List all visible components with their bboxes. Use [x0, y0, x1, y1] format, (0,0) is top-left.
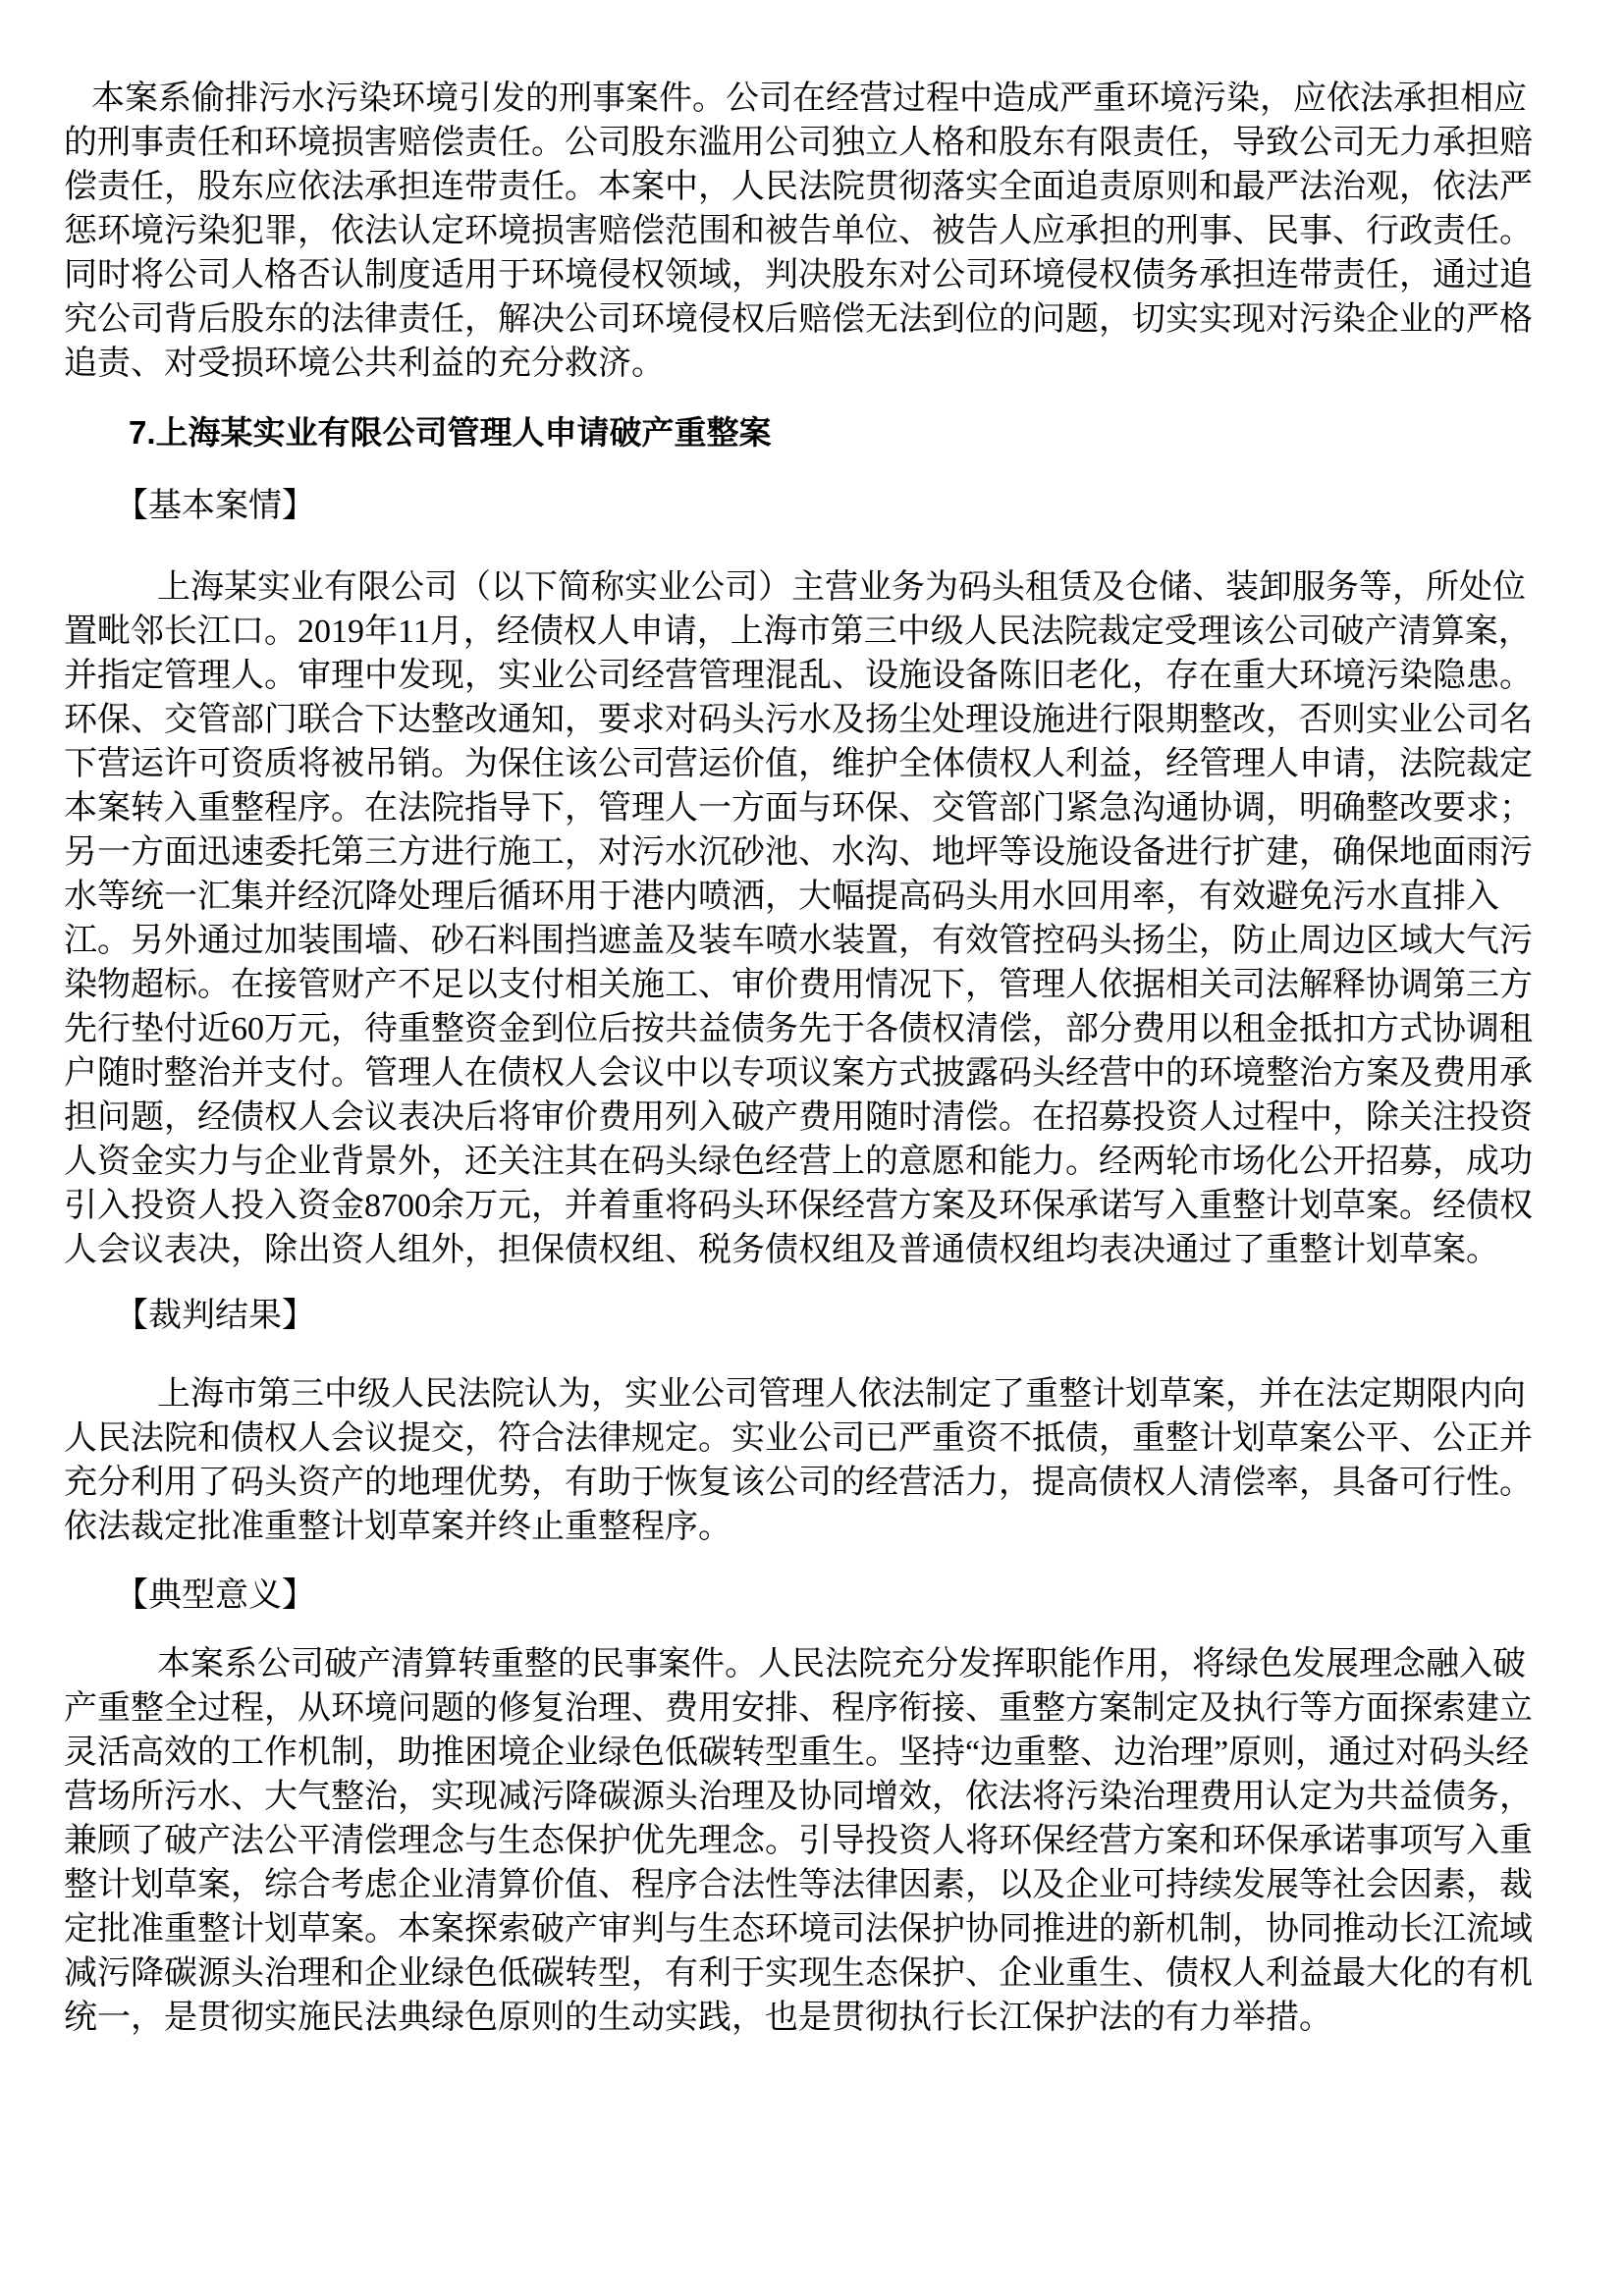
- section-header-typical-significance: 【典型意义】: [115, 1576, 315, 1614]
- section-header-basic-facts: 【基本案情】: [115, 487, 315, 524]
- typical-significance-paragraph: 本案系公司破产清算转重整的民事案件。人民法院充分发挥职能作用，将绿色发展理念融入破产重整全过程，从环境问题的修复治理、费用安排、程序衔接、重整方案制定及执行等方面探索建立灵活高效的工作机制，助推困境企业绿色低碳转型重生。坚持“边重整、边治理”原则，通过对码头经营场所污水、大气整治，实现减污降碳源头治理及协同增效，依法将污染治理费用认定为共益债务，兼顾了破产法公平清偿理念与生态保护优先理念。引导投资人将环保经营方案和环保承诺事项写入重整计划草案，综合考虑企业清算价值、程序合法性等法律因素，以及企业可持续发展等社会因素，裁定批准重整计划草案。本案探索破产审判与生态环境司法保护协同推进的新机制，协同推动长江流域减污降碳源头治理和企业绿色低碳转型，有利于实现生态保护、企业重生、债权人利益最大化的有机统一，是贯彻实施民法典绿色原则的生动实践，也是贯彻执行长江保护法的有力举措。: [64, 1646, 1533, 2036]
- basic-facts-paragraph: 上海某实业有限公司（以下简称实业公司）主营业务为码头租赁及仓储、装卸服务等，所处位置毗邻长江口。2019年11月，经债权人申请，上海市第三中级人民法院裁定受理该公司破产清算案，并指定管理人。审理中发现，实业公司经营管理混乱、设施设备陈旧老化，存在重大环境污染隐患。环保、交管部门联合下达整改通知，要求对码头污水及扬尘处理设施进行限期整改，否则实业公司名下营运许可资质将被吊销。为保住该公司营运价值，维护全体债权人利益，经管理人申请，法院裁定本案转入重整程序。在法院指导下，管理人一方面与环保、交管部门紧急沟通协调，明确整改要求；另一方面迅速委托第三方进行施工，对污水沉砂池、水沟、地坪等设施设备进行扩建，确保地面雨污水等统一汇集并经沉降处理后循环用于港内喷洒，大幅提高码头用水回用率，有效避免污水直排入江。另外通过加装围墙、砂石料围挡遮盖及装车喷水装置，有效管控码头扬尘，防止周边区域大气污染物超标。在接管财产不足以支付相关施工、审价费用情况下，管理人依据相关司法解释协调第三方先行垫付近60万元，待重整资金到位后按共益债务先于各债权清偿，部分费用以租金抵扣方式协调租户随时整治并支付。管理人在债权人会议中以专项议案方式披露码头经营中的环境整治方案及费用承担问题，经债权人会议表决后将审价费用列入破产费用随时清偿。在招募投资人过程中，除关注投资人资金实力与企业背景外，还关注其在码头绿色经营上的意愿和能力。经两轮市场化公开招募，成功引入投资人投入资金8700余万元，并着重将码头环保经营方案及环保承诺写入重整计划草案。经债权人会议表决，除出资人组外，担保债权组、税务债权组及普通债权组均表决通过了重整计划草案。: [64, 569, 1533, 1268]
- intro-paragraph: 本案系偷排污水污染环境引发的刑事案件。公司在经营过程中造成严重环境污染，应依法承担相应的刑事责任和环境损害赔偿责任。公司股东滥用公司独立人格和股东有限责任，导致公司无力承担赔偿责任，股东应依法承担连带责任。本案中，人民法院贯彻落实全面追责原则和最严法治观，依法严惩环境污染犯罪，依法认定环境损害赔偿范围和被告单位、被告人应承担的刑事、民事、行政责任。同时将公司人格否认制度适用于环境侵权领域，判决股东对公司环境侵权债务承担连带责任，通过追究公司背后股东的法律责任，解决公司环境侵权后赔偿无法到位的问题，切实实现对污染企业的严格追责、对受损环境公共利益的充分救济。: [64, 80, 1533, 382]
- case-title: 7.上海某实业有限公司管理人申请破产重整案: [129, 414, 772, 451]
- ruling-result-paragraph: 上海市第三中级人民法院认为，实业公司管理人依法制定了重整计划草案，并在法定期限内向人民法院和债权人会议提交，符合法律规定。实业公司已严重资不抵债，重整计划草案公平、公正并充分利用了码头资产的地理优势，有助于恢复该公司的经营活力，提高债权人清偿率，具备可行性。依法裁定批准重整计划草案并终止重整程序。: [64, 1376, 1533, 1545]
- section-header-ruling-result: 【裁判结果】: [115, 1297, 315, 1334]
